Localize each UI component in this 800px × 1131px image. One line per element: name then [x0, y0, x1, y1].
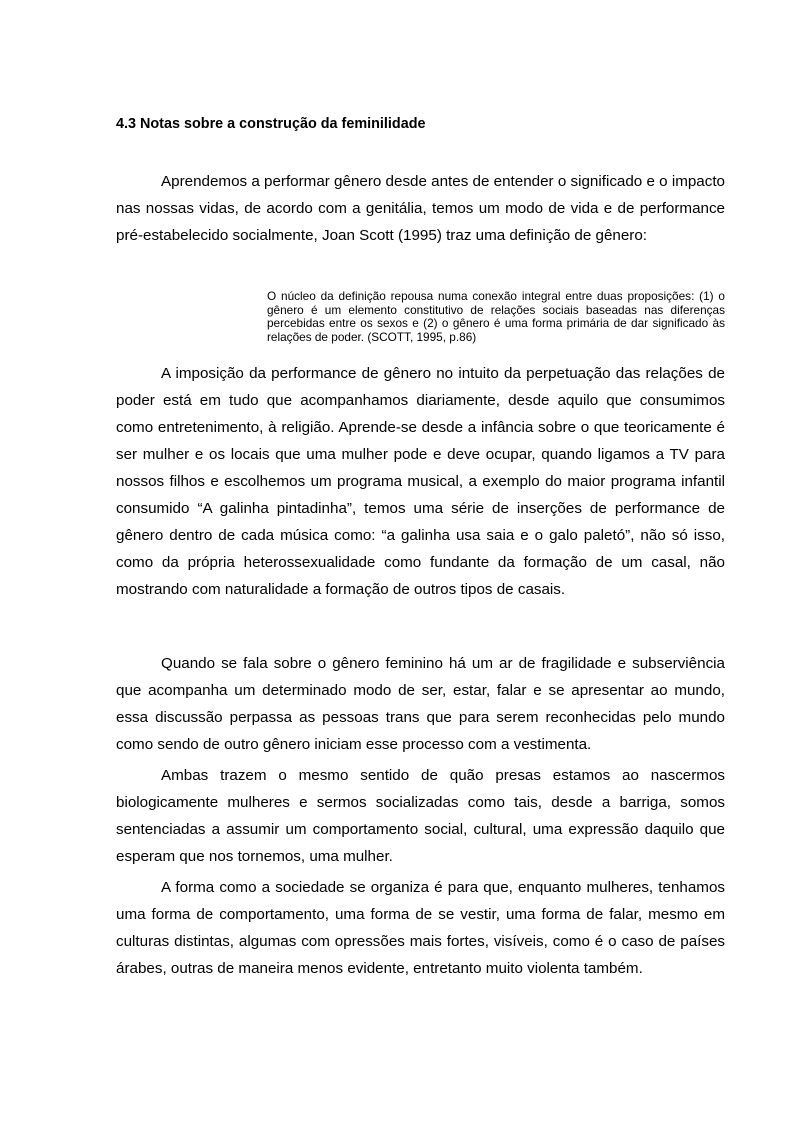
block-quote: O núcleo da definição repousa numa conexão integral entre duas proposições: (1) o gênero é um elemento constitutivo de relações sociais baseadas nas diferenças percebidas entre os sexos e (2) o gênero é uma forma primária de dar significado às relações de poder. (SCOTT, 1995, p.86): [267, 289, 725, 344]
section-heading: 4.3 Notas sobre a construção da feminilidade: [116, 116, 426, 132]
paragraph-5: A forma como a sociedade se organiza é para que, enquanto mulheres, tenhamos uma forma de comportamento, uma forma de se vestir, uma forma de falar, mesmo em culturas distintas, algumas com opressões mais fortes, visíveis, como é o caso de países árabes, outras de maneira menos evidente, entretanto muito violenta também.: [116, 879, 725, 977]
paragraph-1: Aprendemos a performar gênero desde antes de entender o significado e o impacto nas nossas vidas, de acordo com a genitália, temos um modo de vida e de performance pré-estabelecido socialmente, Joan Scott (1995) traz uma definição de gênero:: [116, 173, 725, 244]
paragraph-2: A imposição da performance de gênero no intuito da perpetuação das relações de poder está em tudo que acompanhamos diariamente, desde aquilo que consumimos como entretenimento, à religião. Aprende-se desde a infância sobre o que teoricamente é ser mulher e os locais que uma mulher pode e deve ocupar, quando ligamos a TV para nossos filhos e escolhemos um programa musical, a exemplo do maior programa infantil consumido “A galinha pintadinha”, temos uma série de inserções de performance de gênero dentro de cada música como: “a galinha usa saia e o galo paletó”, não só isso, como da própria heterossexualidade como fundante da formação de um casal, não mostrando com naturalidade a formação de outros tipos de casais.: [116, 365, 725, 598]
paragraph-4: Ambas trazem o mesmo sentido de quão presas estamos ao nascermos biologicamente mulheres e sermos socializadas como tais, desde a barriga, somos sentenciadas a assumir um comportamento social, cultural, uma expressão daquilo que esperam que nos tornemos, uma mulher.: [116, 767, 725, 865]
paragraph-3: Quando se fala sobre o gênero feminino há um ar de fragilidade e subserviência que acompanha um determinado modo de ser, estar, falar e se apresentar ao mundo, essa discussão perpassa as pessoas trans que para serem reconhecidas pelo mundo como sendo de outro gênero iniciam esse processo com a vestimenta.: [116, 655, 725, 753]
